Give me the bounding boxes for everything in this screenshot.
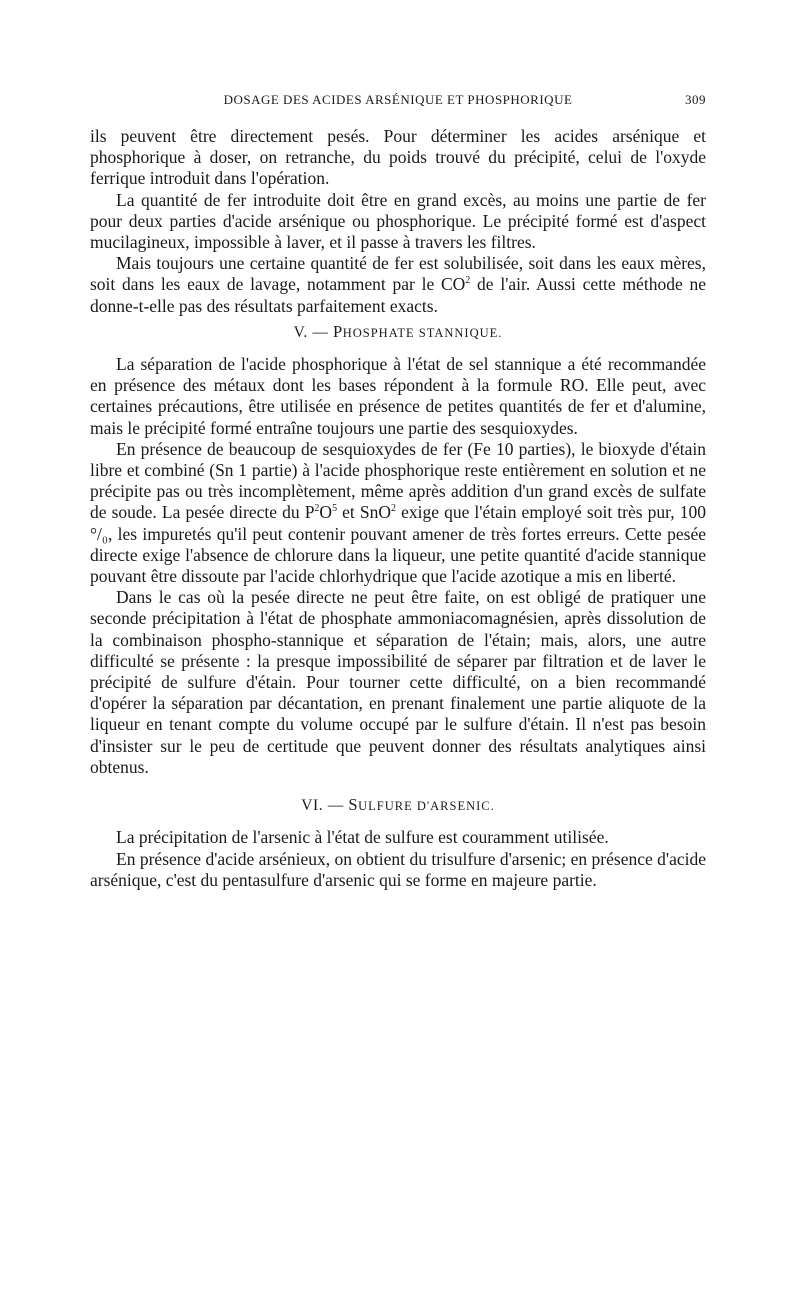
superscript: 2 bbox=[391, 503, 396, 515]
paragraph-3-part-b: de l'air. Aussi cette méthode ne donne-t-elle pas des résultats parfaitement exacts. bbox=[90, 274, 706, 316]
body-text bbox=[90, 126, 706, 891]
paragraph-8: En présence d'acide arsénieux, on obtient du trisulfure d'arsenic; en présence d'acide arsénique, c'est du pentasulfure d'arsenic qui se forme en majeure partie. bbox=[90, 848, 706, 890]
running-title: DOSAGE DES ACIDES ARSÉNIQUE ET PHOSPHORIQUE bbox=[223, 92, 573, 107]
section-heading-vi bbox=[90, 794, 706, 817]
section-heading-v bbox=[90, 321, 706, 344]
paragraph-5-part-c: et SnO bbox=[337, 502, 391, 523]
paragraph-5-part-d: exige que l'étain employé soit très pur, 100 °/₀, les impuretés qu'il peut contenir pouvant amener de très fortes erreurs. Cette pesée directe exige l'absence de chlorure dans la liqueur, une petite quantité d'acide stannique pouvant être dissoute par l'acide chlorhydrique que l'acide azotique a mis en liberté. bbox=[90, 502, 706, 587]
superscript: 2 bbox=[465, 275, 471, 287]
paragraph-3-part-a: Mais toujours une certaine quantité de fer est solubilisée, soit dans les eaux mères, soit dans les eaux de lavage, notamment par le CO bbox=[90, 253, 706, 295]
superscript: 2 bbox=[314, 503, 320, 515]
section-initial: S bbox=[348, 795, 359, 815]
paragraph-2: La quantité de fer introduite doit être en grand excès, au moins une partie de fer pour deux parties d'acide arsénique ou phosphorique. Le précipité formé est d'aspect mucilagineux, impossible à laver, et il passe à travers les filtres. bbox=[90, 189, 706, 253]
section-title: ULFURE D'ARSENIC. bbox=[358, 799, 495, 814]
paragraph-3 bbox=[90, 253, 706, 317]
paragraph-5 bbox=[90, 439, 706, 587]
section-title: HOSPHATE STANNIQUE. bbox=[342, 325, 503, 340]
paragraph-4: La séparation de l'acide phosphorique à l'état de sel stannique a été recommandée en présence des métaux dont les bases répondent à la formule RO. Elle peut, avec certaines précautions, être utilisée en présence de petites quantités de fer et d'alumine, mais le précipité formé entraîne toujours une partie des sesquioxydes. bbox=[90, 354, 706, 438]
paragraph-1: ils peuvent être directement pesés. Pour déterminer les acides arsénique et phosphorique à doser, on retranche, du poids trouvé du précipité, celui de l'oxyde ferrique introduit dans l'opération. bbox=[90, 126, 706, 189]
superscript: 5 bbox=[332, 503, 338, 515]
section-number: V. — bbox=[293, 323, 329, 341]
paragraph-6: Dans le cas où la pesée directe ne peut être faite, on est obligé de pratiquer une seconde précipitation à l'état de phosphate ammoniacomagnésien, après dissolution de la combinaison phospho-stannique et séparation de l'étain; mais, alors, une autre difficulté se présente : la presque impossibilité de séparer par filtration et de laver le précipité de sulfure d'étain. Pour tourner cette difficulté, on a bien recommandé d'opérer la séparation par décantation, en prenant finalement une partie aliquote de la liqueur en tenant compte du volume occupé par le sulfure d'étain. Il n'est pas besoin d'insister sur le peu de certitude que peuvent donner des résultats analytiques ainsi obtenus. bbox=[90, 587, 706, 777]
running-head bbox=[90, 92, 706, 116]
page-number: 309 bbox=[685, 92, 706, 107]
paragraph-5-part-a: En présence de beaucoup de sesquioxydes de fer (Fe 10 parties), le bioxyde d'étain libre et combiné (Sn 1 partie) à l'acide phosphorique reste entièrement en solution et ne précipite pas ou très incomplètement, même après addition d'un grand excès de sulfate de soude. La pesée directe du P bbox=[90, 438, 706, 523]
section-number: VI. — bbox=[301, 797, 344, 815]
paragraph-7: La précipitation de l'arsenic à l'état de sulfure est couramment utilisée. bbox=[116, 827, 609, 848]
section-initial: P bbox=[332, 321, 343, 341]
paragraph-5-part-b: O bbox=[319, 502, 333, 523]
